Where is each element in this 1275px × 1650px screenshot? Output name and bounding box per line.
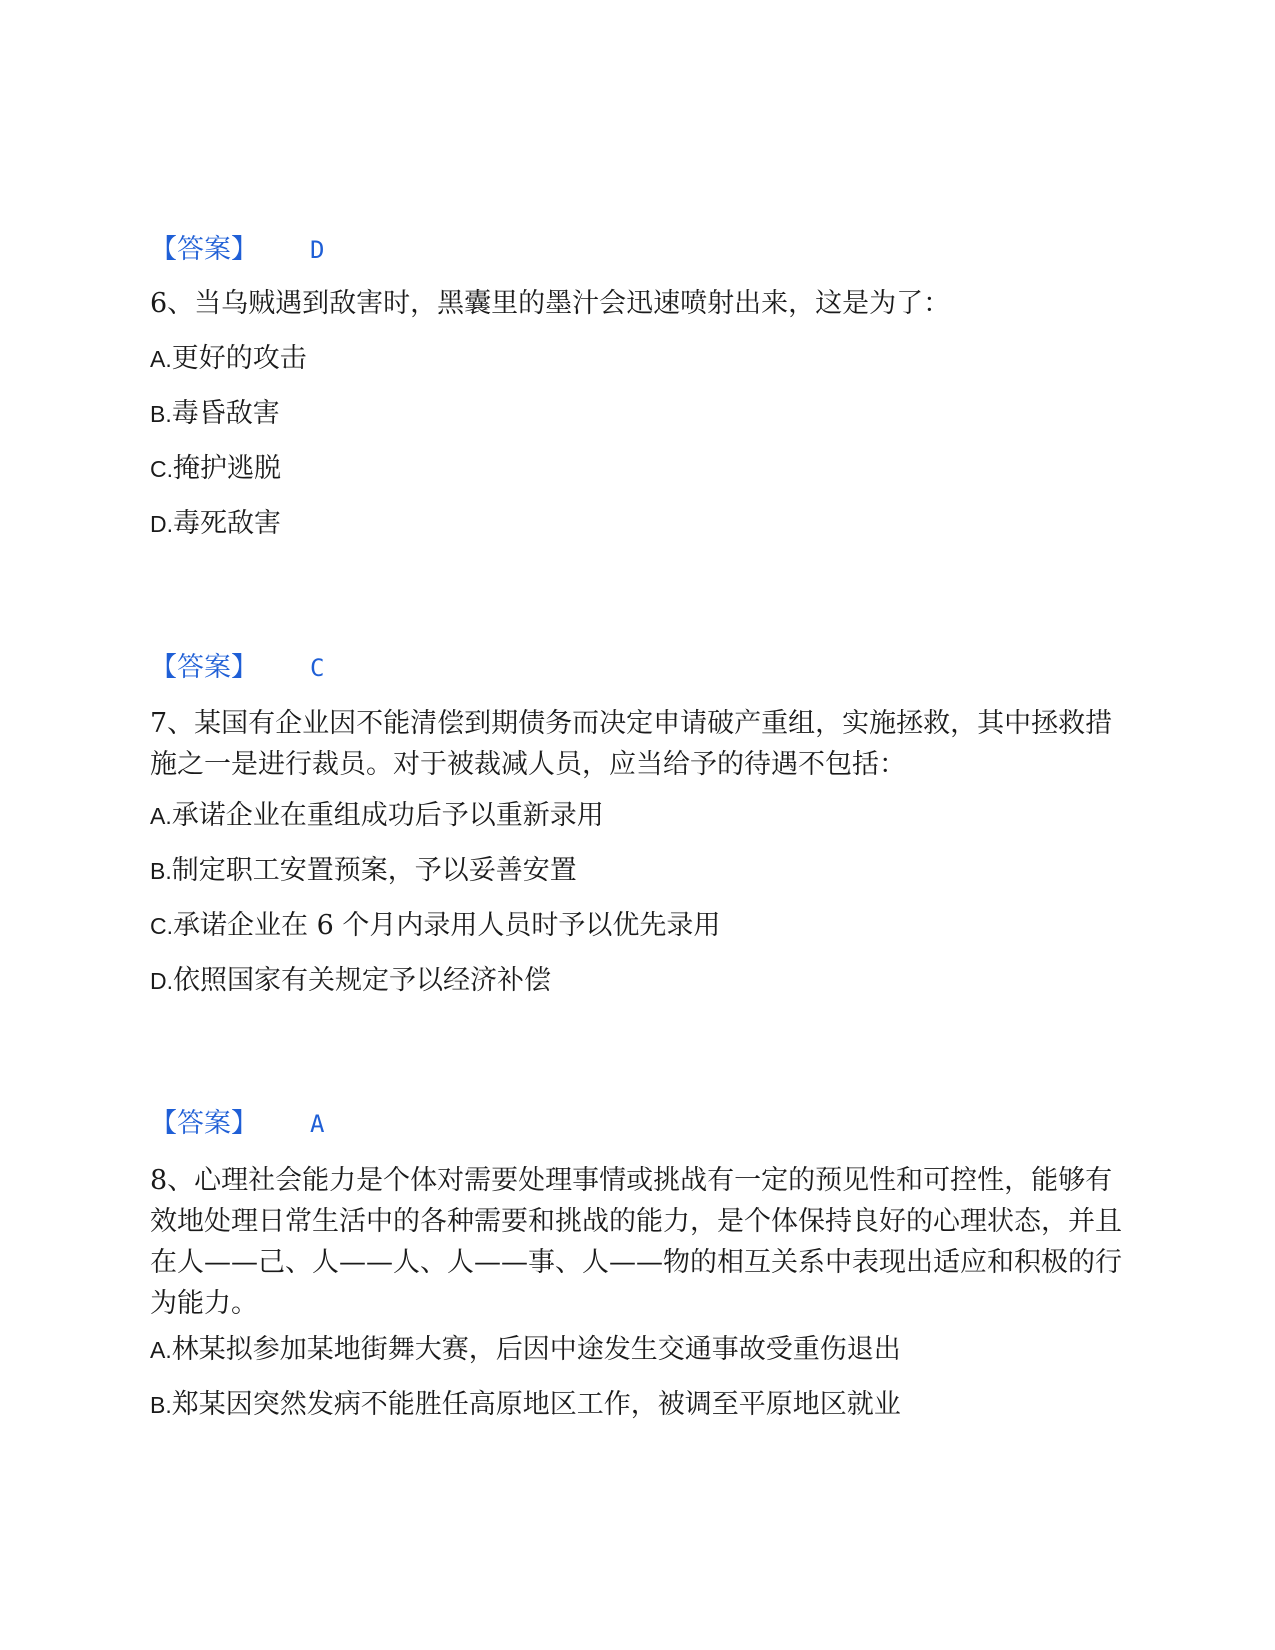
option-text: 林某拟参加某地街舞大赛，后因中途发生交通事故受重伤退出 — [171, 1334, 901, 1365]
question-8-stem: 8、心理社会能力是个体对需要处理事情或挑战有一定的预见性和可控性，能够有效地处理日常生活中的各种需要和挑战的能力，是个体保持良好的心理状态，并且在人——己、人——人、人——事、人——物的相互关系中表现出适应和积极的行为能力。 — [150, 1165, 1122, 1319]
answer-label: 【答案】 — [150, 234, 258, 265]
answer-label: 【答案】 — [150, 652, 258, 683]
option-text: 更好的攻击 — [171, 343, 307, 374]
option-text: 毒昏敌害 — [171, 398, 280, 429]
option-letter: D. — [150, 511, 173, 537]
question-6-option-a — [150, 341, 307, 377]
option-letter: C. — [150, 456, 173, 482]
option-letter: A. — [150, 803, 172, 829]
question-7-option-c — [150, 908, 720, 944]
answer-line — [150, 650, 324, 686]
question-6-option-d — [150, 506, 281, 542]
option-letter: A. — [150, 1337, 172, 1363]
option-text: 毒死敌害 — [173, 508, 281, 539]
option-text: 承诺企业在 6 个月内录用人员时予以优先录用 — [173, 910, 721, 941]
option-letter: B. — [150, 858, 172, 884]
option-text: 制定职工安置预案，予以妥善安置 — [171, 855, 577, 886]
option-letter: D. — [150, 968, 173, 994]
question-8-option-a — [150, 1332, 901, 1368]
question-8-option-b — [150, 1387, 901, 1423]
option-letter: B. — [150, 401, 172, 427]
option-letter: A. — [150, 346, 172, 372]
question-7-option-a — [150, 798, 604, 834]
option-text: 郑某因突然发病不能胜任高原地区工作，被调至平原地区就业 — [171, 1389, 901, 1420]
answer-value: D — [310, 236, 325, 264]
answer-line — [150, 1106, 324, 1142]
question-6-option-c — [150, 451, 281, 487]
question-7-stem: 7、某国有企业因不能清偿到期债务而决定申请破产重组，实施拯救，其中拯救措施之一是进行裁员。对于被裁减人员，应当给予的待遇不包括： — [150, 708, 1113, 780]
answer-value: C — [310, 654, 325, 682]
question-7-option-b — [150, 853, 577, 889]
option-text: 掩护逃脱 — [173, 453, 281, 484]
question-6-stem: 6、当乌贼遇到敌害时，黑囊里的墨汁会迅速喷射出来，这是为了： — [150, 288, 951, 319]
option-text: 依照国家有关规定予以经济补偿 — [173, 965, 551, 996]
question-7-option-d — [150, 963, 551, 999]
answer-value: A — [310, 1110, 325, 1138]
answer-label: 【答案】 — [150, 1108, 258, 1139]
answer-line — [150, 232, 324, 268]
question-6-option-b — [150, 396, 280, 432]
option-text: 承诺企业在重组成功后予以重新录用 — [171, 800, 604, 831]
option-letter: B. — [150, 1392, 172, 1418]
option-letter: C. — [150, 913, 173, 939]
